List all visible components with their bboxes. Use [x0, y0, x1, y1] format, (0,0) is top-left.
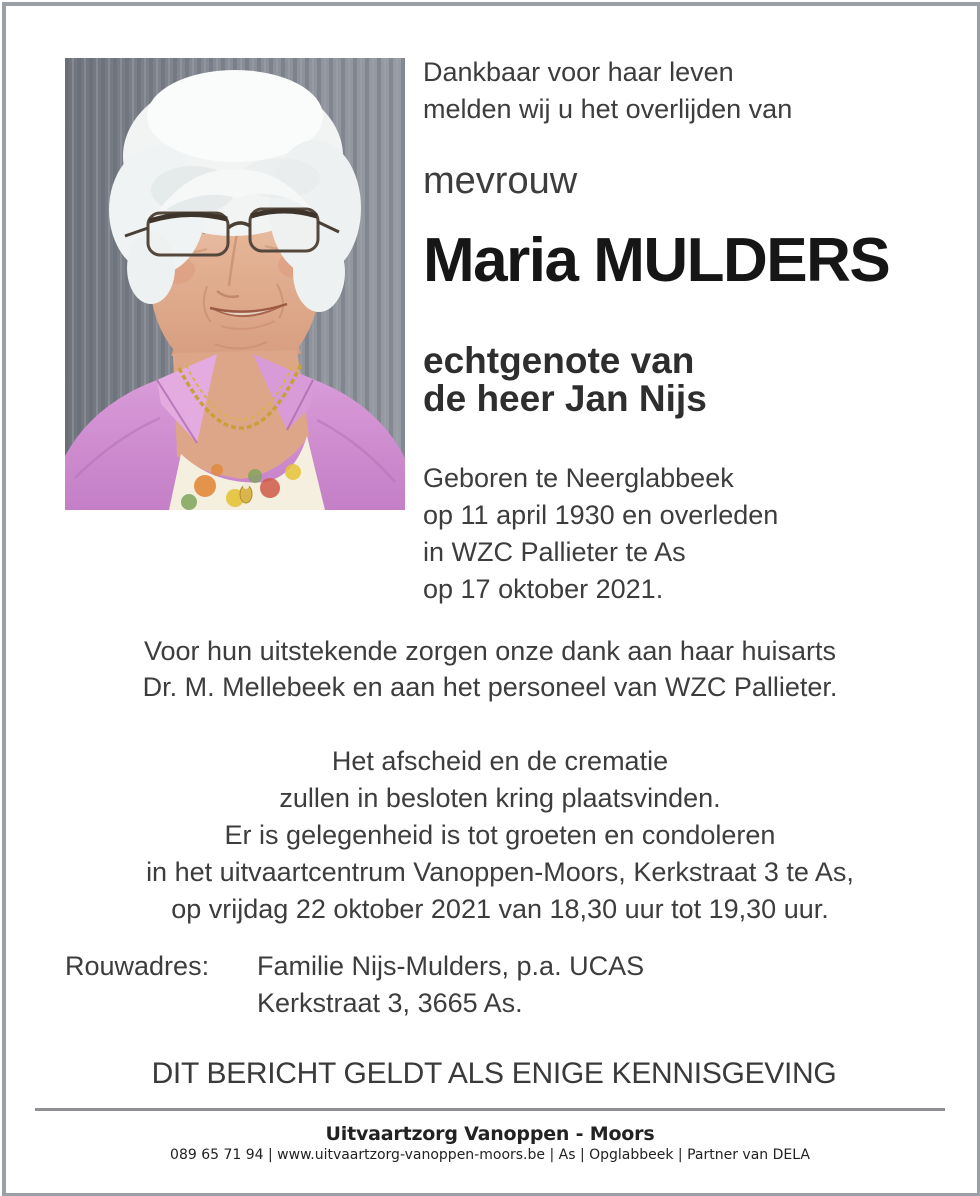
spouse-line-2: de heer Jan Nijs: [423, 378, 707, 419]
mourning-address-label: Rouwadres:: [65, 951, 210, 981]
life-line-3: in WZC Pallieter te As: [423, 537, 686, 567]
thanks-line-1: Voor hun uitstekende zorgen onze dank aan haar huisarts: [144, 636, 836, 666]
mourning-address-value: [257, 948, 644, 1022]
ceremony-line-2: zullen in besloten kring plaatsvinden.: [279, 783, 721, 813]
deceased-name: Maria MULDERS: [423, 226, 890, 295]
intro-text: [423, 54, 792, 128]
mourning-address-line-1: Familie Nijs-Mulders, p.a. UCAS: [257, 951, 645, 981]
portrait-photo: [65, 58, 405, 510]
ceremony-paragraph: [0, 743, 980, 928]
ceremony-line-3: Er is gelegenheid is tot groeten en condoleren: [224, 820, 776, 850]
salutation: mevrouw: [423, 160, 578, 202]
thanks-line-2: Dr. M. Mellebeek en aan het personeel van WZC Pallieter.: [142, 672, 838, 702]
funeral-home-name: Uitvaartzorg Vanoppen - Moors: [325, 1123, 655, 1145]
ceremony-line-1: Het afscheid en de crematie: [331, 746, 669, 776]
mourning-address: [65, 948, 644, 1022]
birth-death-text: [423, 460, 778, 608]
spouse-line-1: echtgenote van: [423, 340, 695, 381]
ceremony-line-5: op vrijdag 22 oktober 2021 van 18,30 uur tot 19,30 uur.: [171, 894, 829, 924]
thanks-paragraph: [0, 633, 980, 705]
funeral-home-footer: [0, 1122, 980, 1165]
life-line-4: op 17 oktober 2021.: [423, 574, 664, 604]
intro-line-1: Dankbaar voor haar leven: [423, 57, 734, 87]
footer-divider: [35, 1108, 945, 1111]
funeral-home-contact: 089 65 71 94 | www.uitvaartzorg-vanoppen-moors.be | As | Opglabbeek | Partner van DELA: [170, 1147, 810, 1163]
spouse-text: [423, 342, 707, 418]
life-line-2: op 11 april 1930 en overleden: [423, 500, 779, 530]
intro-line-2: melden wij u het overlijden van: [423, 94, 793, 124]
ceremony-line-4: in het uitvaartcentrum Vanoppen-Moors, Kerkstraat 3 te As,: [146, 857, 854, 887]
sole-notification-notice: DIT BERICHT GELDT ALS ENIGE KENNISGEVING: [151, 1057, 837, 1090]
portrait-illustration: [65, 58, 405, 510]
mourning-address-line-2: Kerkstraat 3, 3665 As.: [257, 988, 523, 1018]
life-line-1: Geboren te Neerglabbeek: [423, 463, 734, 493]
